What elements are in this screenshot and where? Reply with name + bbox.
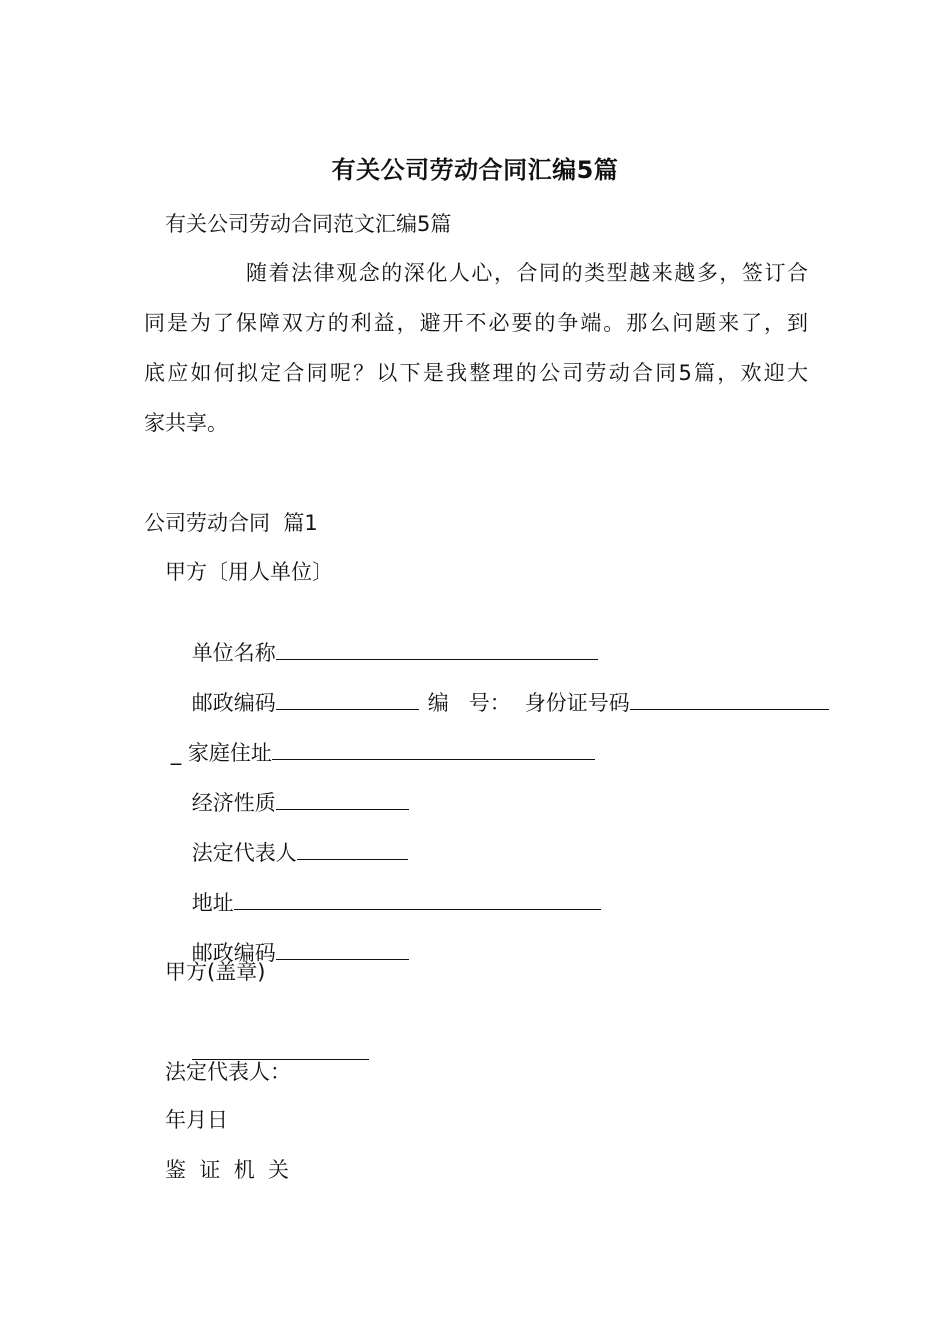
unit-name-label: 单位名称 [191,641,276,665]
home-address-label: _ 家庭住址 [170,741,272,765]
id-number-blank [630,687,829,710]
legal-rep-label: 法定代表人 [191,841,297,865]
section-heading: 公司劳动合同 篇1 [144,511,318,535]
address-label: 地址 [191,891,234,915]
authority-label: 鉴 证 机 关 [165,1158,290,1182]
economic-nature-label: 经济性质 [191,791,276,815]
intro-line: 同是为了保障双方的利益，避开不必要的争端。那么问题来了，到 [144,311,808,335]
party-a-seal-label: 甲方(盖章) [165,960,266,984]
postcode-label: 邮政编码 [191,691,276,715]
intro-line: 底应如何拟定合同呢？以下是我整理的公司劳动合同5篇，欢迎大 [144,361,808,385]
postcode-2-label: 邮政编码 [191,941,276,965]
legal-rep-sign-label: 法定代表人： [165,1060,291,1084]
document-subtitle: 有关公司劳动合同范文汇编5篇 [165,212,452,236]
intro-line: 随着法律观念的深化人心，合同的类型越来越多，签订合 [246,261,808,285]
document-title: 有关公司劳动合同汇编5篇 [331,156,619,184]
intro-paragraph [144,255,808,455]
intro-line: 家共享。 [144,411,228,435]
postcode-2-blank [276,937,409,960]
id-number-label: 身份证号码 [524,691,630,715]
number-label: 编 号： [427,691,511,715]
party-a-label: 甲方〔用人单位〕 [165,560,333,584]
date-label: 年月日 [165,1108,228,1132]
